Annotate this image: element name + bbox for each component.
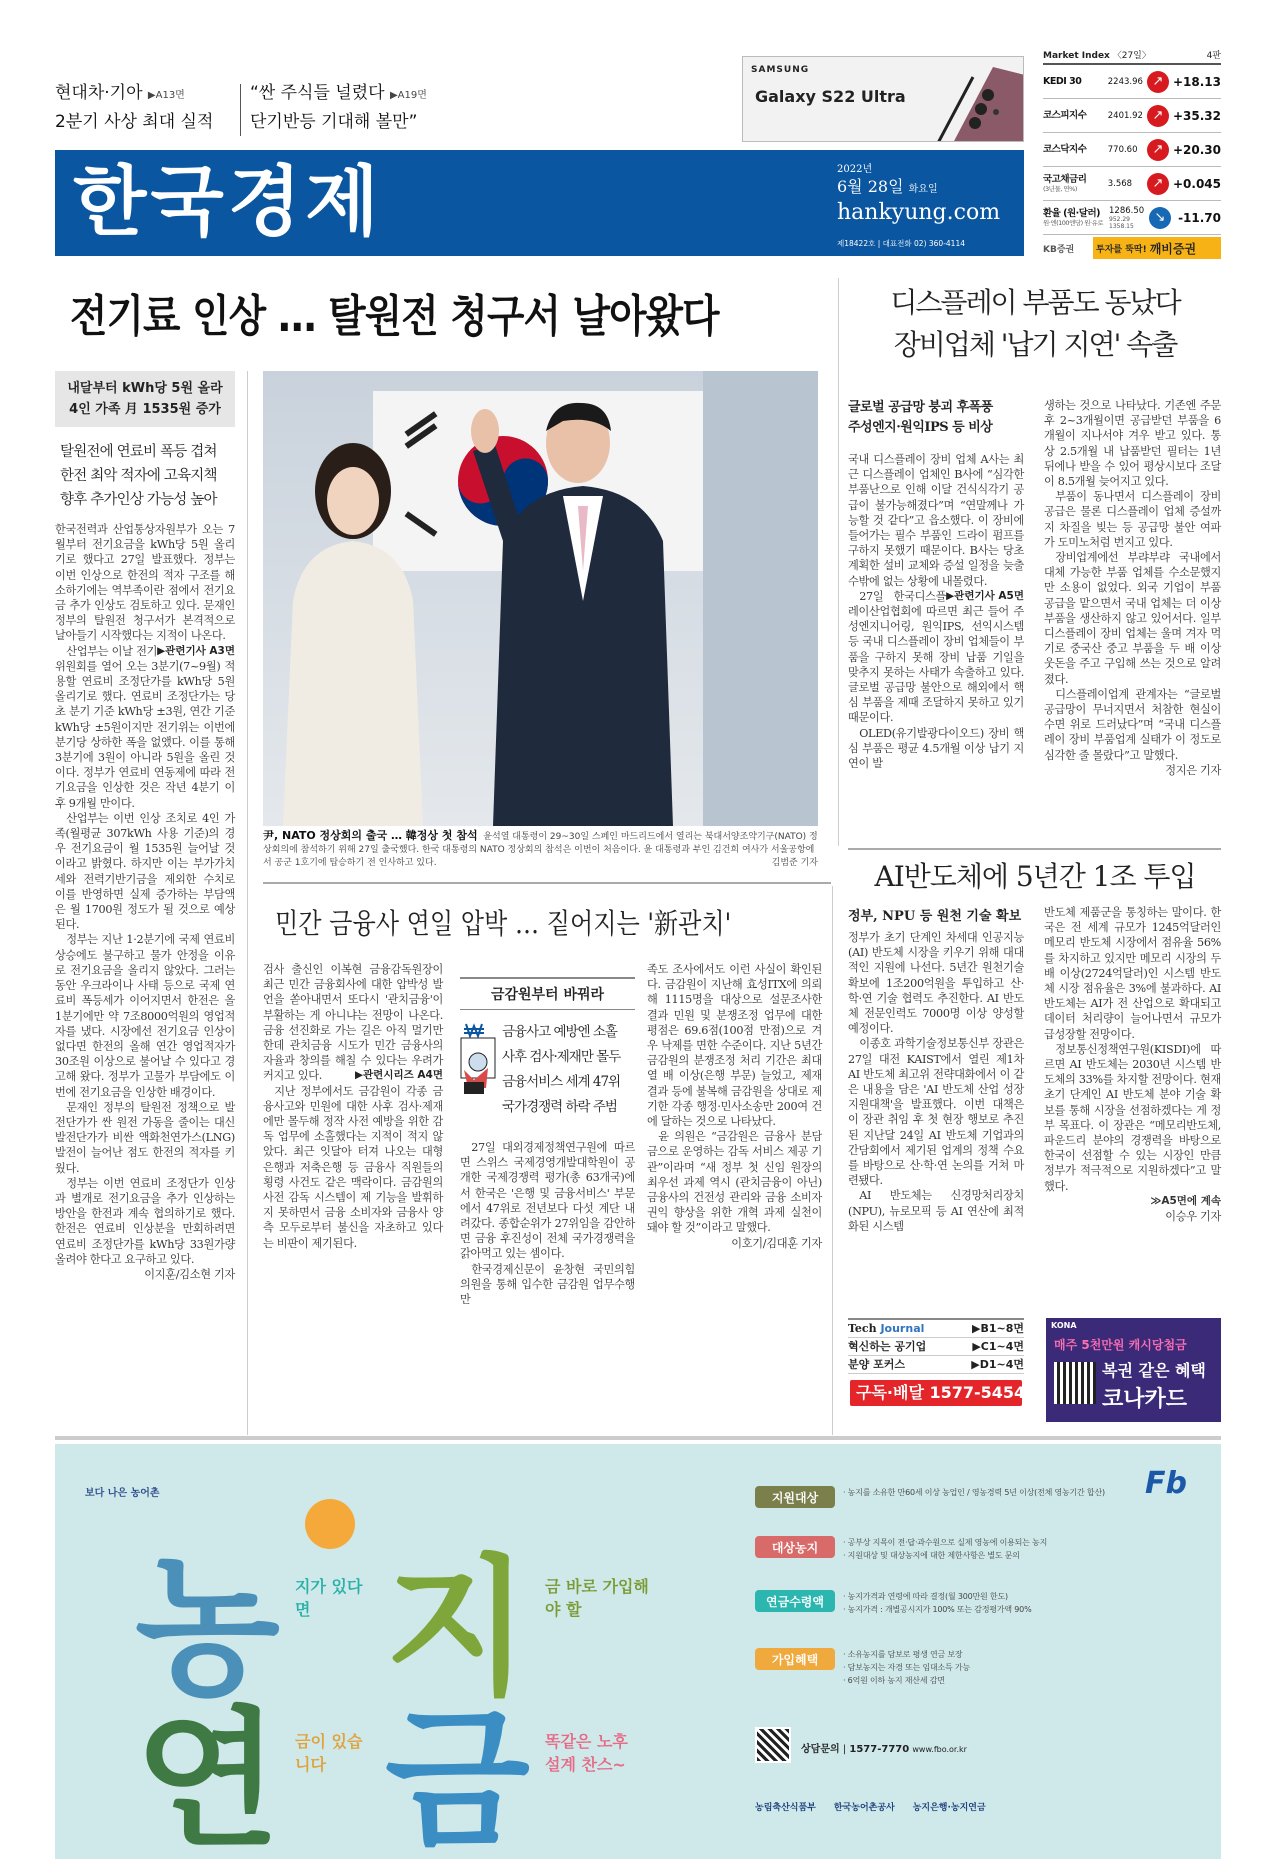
big-letter: 지 [385, 1542, 530, 1716]
sun-icon [305, 1499, 355, 1549]
market-index-title: Market Index [1043, 51, 1110, 61]
ad-product: Galaxy S22 Ultra [755, 87, 906, 106]
ad-info-line: · 공부상 지목이 전·답·과수원으로 실제 영농에 이용되는 농지 [843, 1538, 1048, 1547]
ad-info-line: · 담보농지는 자경 또는 임대소득 가능 [843, 1663, 970, 1672]
paragraph: 정보통신정책연구원(KISDI)에 따르면 AI 반도체는 2030년 시스템 반도체의 33%를 차지할 전망이다. 현재 초기 단계인 AI 반도체 분야 기술 확보를 통해 시장을 선점하겠다는 게 정부 목표다. 이 장관은 “메모리반도체, 파운드리 분야의 경쟁력을 바탕으로 한국이 선점할 수 있는 시장인 만큼 정부가 적극적으로 지원하겠다”고 말했다. [1044, 1042, 1221, 1193]
farmland-pension-ad[interactable]: 보다 나은 농어촌 Fb 농 지 연 금 지가 있다면 금 바로 가입해야 할 금이 있습니다 똑같은 노후 설계 찬스~ 지원대상 · 농지를 소유한 만60세 이상 농업인 / 영농경력 5년 이상(전체 영농기간 합산) 대상농지 · 공부상 지목이 전·답·과수원으로 실제 영농에 이용되는 농지 · 지원대상 및 대상농지에 대한 제한사항은 별도 문의 연금수령액 · 농지가격과 연령에 따라 결정(월 300만원 한도) · 농지가격 : 개별공시지가 100% 또는 감정평가액 90% 가입혜택 · 소유농지를 담보로 평생 연금 보장 · 담보농지는 자경 또는 임대소득 가능 · 6억원 이하 농지 재산세 감면 상담문의 | 1577-7770 www.fbo.or.kr 농림축산식품부 한국농어촌공사 농지은행·농지연금 [55, 1444, 1221, 1859]
subhead: 한전 최악 적자에 고육지책 [60, 468, 217, 484]
news-photo[interactable] [263, 371, 818, 826]
ai-subhead: 정부, NPU 등 원천 기술 확보 [848, 909, 1022, 924]
sponsor-name: 깨비증권 [1149, 241, 1197, 256]
sub-value: 1358.15 [1109, 222, 1134, 230]
index-name [1043, 208, 1109, 227]
subscribe-banner[interactable]: 구독·배달 1577-5454 [850, 1380, 1022, 1406]
divider [838, 278, 839, 846]
display-subheads [848, 398, 993, 438]
paragraph: 족도 조사에서도 이런 사실이 확인된다. 금감원이 지난해 효성ITX에 의뢰해 1115명을 대상으로 설문조사한 결과 민원 및 분쟁조정 업무에 대한 평점은 69.6점(100점 만점)으로 겨우 낙제를 면한 수준이다. 지난 5년간 금감원의 분쟁조정 처리 기간은 최대 열 배 이상(은행 부문) 늘었고, 제재 결과 등에 불복해 금감원을 상대로 제기한 각종 행정·민사소송만 200여 건에 달하는 것으로 나타났다. [647, 963, 822, 1129]
section-ref: ▶D1~4면 [971, 1358, 1024, 1371]
display-col-1 [848, 452, 1024, 771]
ad-info-line: · 농지가격과 연령에 따라 결정(월 300만원 한도) [843, 1592, 1008, 1601]
market-index-row [1043, 133, 1221, 167]
big-letter: 연 [135, 1694, 280, 1859]
subhead: 주성엔지·원익IPS 등 비상 [848, 420, 993, 435]
sponsor-logos [755, 1800, 986, 1813]
sponsor: 농림축산식품부 [755, 1803, 816, 1813]
date: 6월 28일 [837, 177, 904, 196]
index-value [1109, 206, 1149, 230]
paragraph: 반도체 제품군을 통칭하는 말이다. 한국은 전 세계 규모가 1245억달러인 메모리 반도체 시장에서 점유율 56%를 차지하고 있지만 메모리 시장의 두 배 이상(2724억달러)인 시스템 반도체 시장 점유율은 3%에 불과하다. AI 반도체는 AI가 전 산업으로 확대되고 데이터 처리량이 늘어나면서 규모가 급성장할 전망이다. [1044, 906, 1221, 1041]
qr-code-icon [755, 1727, 791, 1763]
index-label: 코스피지수 [1043, 110, 1087, 121]
arrow-down-icon: ↘ [1149, 207, 1171, 229]
won-building-icon [458, 1020, 498, 1095]
market-index [1043, 48, 1221, 259]
ai-headline[interactable]: AI반도체에 5년간 1조 투입 [874, 860, 1196, 893]
kb-sponsor[interactable] [1043, 237, 1221, 259]
contact-phone[interactable]: 1577-7770 [849, 1744, 910, 1755]
section-name: 혁신하는 공기업 [848, 1340, 927, 1353]
section-index [848, 1318, 1024, 1374]
series-title: 금감원부터 바꿔라 [460, 977, 635, 1010]
teaser-ref: ▶A19면 [389, 90, 427, 101]
paragraph: 정부는 지난 1·2분기에 국제 연료비 상승에도 불구하고 물가 안정을 이유로 전기요금을 올리지 않았다. 그러는 동안 우크라이나 사태 등으로 국제 연료비 폭등세가 이어지면서 한전은 올 1분기에만 약 7조8000억원의 영업적자를 냈다. 시장에선 전기요금 인상이 없다면 한전의 올해 연간 영업적자가 30조원 이상으로 불어날 수 있다고 경고해 왔다. 정부가 고물가 부담에도 이번에 전기요금을 인상한 배경이다. [55, 933, 235, 1099]
divider [848, 848, 1221, 850]
photo-credit: 김범준 기자 [771, 858, 818, 868]
ad-info-line: · 6억원 이하 농지 재산세 감면 [843, 1676, 945, 1685]
ad-info-label: 가입혜택 [755, 1648, 835, 1670]
section-ref: ▶C1~4면 [972, 1340, 1024, 1353]
index-sub: (3년물, 연%) [1043, 185, 1077, 193]
market-index-date: 〈27일〉 [1112, 51, 1151, 61]
section-name: 분양 포커스 [848, 1358, 905, 1371]
value: 2243.96 [1107, 76, 1143, 87]
sponsor: 농지은행·농지연금 [912, 1803, 986, 1813]
phone-image [893, 57, 1024, 142]
subhead: 향후 추가인상 가능성 높아 [60, 492, 217, 508]
paragraph: OLED(유기발광다이오드) 장비 핵심 부품은 평균 4.5개월 이상 납기 지연이 발 [848, 726, 1024, 771]
paragraph: 국내 디스플레이 장비 업체 A사는 최근 디스플레이 업체인 B사에 “심각한 부품난으로 인해 이달 건식식각기 공급이 불가능해졌다”며 “연말께나 가능할 것 같다”고 읍소했다. 이 장비에 들어가는 필수 부품인 드라이 펌프를 구하지 못했기 때문이다. B사는 당초 계획한 설비 교체와 증설 일정을 늦출 수밖에 없는 상황에 내몰렸다. [848, 453, 1024, 588]
arrow-up-icon: ↗ [1147, 173, 1169, 195]
market-index-row [1043, 167, 1221, 201]
issue-number: 제18422호 [837, 239, 876, 248]
lead-headline[interactable]: 전기료 인상 … 탈원전 청구서 날아왔다 [70, 291, 719, 342]
paragraph: 생하는 것으로 나타났다. 기존엔 주문 후 2~3개월이면 공급받던 부품을 6개월이 지나서야 겨우 받고 있다. 통상 2.5개월 내 납품받던 필터는 1년 뒤에나 받을 수 있어 평상시보다 조달이 8.5개월 늦어지고 있다. [1044, 399, 1221, 489]
contact-url[interactable]: www.fbo.or.kr [912, 1745, 967, 1754]
paragraph: 디스플레이업계 관계자는 “글로벌 공급망이 무너지면서 처참한 현실이 수면 위로 드러났다”며 “국내 디스플레이 장비 부품업계 실태가 이 정도로 심각한 줄 몰랐다”고 말했다. [1044, 687, 1221, 762]
arrow-up-icon: ↗ [1147, 105, 1169, 127]
paragraph: 문재인 정부의 탈원전 정책으로 발전단가가 싼 원전 가동을 줄이는 대신 발전단가가 비싼 액화천연가스(LNG) 발전이 늘어난 점도 한전의 적자를 키웠다. [55, 1100, 235, 1175]
lead-body [55, 522, 235, 1282]
sponsor: 한국농어촌공사 [833, 1803, 895, 1813]
paragraph: 27일 대외경제정책연구원에 따르면 스위스 국제경영개발대학원이 공개한 국제경쟁력 평가(총 63개국)에서 한국은 '은행 및 금융서비스' 부문에서 47위로 전년보다 다섯 계단 내려갔다. 종합순위가 27위임을 감안하면 금융 후진성이 전체 국가경쟁력을 갉아먹고 있는 셈이다. [460, 1141, 635, 1261]
market-index-row [1043, 65, 1221, 99]
related-link[interactable]: ▶관련기사 A3면 [157, 644, 235, 657]
paragraph: AI 반도체는 신경망처리장치(NPU), 뉴로모픽 등 AI 연산에 최적화된 시스템 [848, 1189, 1024, 1233]
continued-link[interactable]: ≫A5면에 계속 [1150, 1194, 1221, 1207]
section-housing[interactable] [848, 1356, 1024, 1374]
ad-phrase: 금 바로 가입해야 할 [545, 1577, 649, 1619]
subhead: 탈원전에 연료비 폭등 겹쳐 [60, 444, 217, 460]
kona-logo: KONA [1051, 1321, 1077, 1330]
divider [832, 886, 833, 1435]
index-label: KEDI 30 [1043, 76, 1082, 87]
finance-col-1 [263, 962, 443, 1251]
index-change: +20.30 [1172, 142, 1221, 157]
ad-line: 매주 5천만원 캐시당첨금 [1054, 1338, 1187, 1352]
paragraph: 이종호 과학기술정보통신부 장관은 27일 대전 KAIST에서 열린 제1차 AI 반도체 최고위 전략대화에서 이 같은 내용을 담은 'AI 반도체 산업 성장 지원대책'을 발표했다. 이번 대책은 이 장관 취임 후 첫 현장 행보로 추진된 지난달 24일 AI 반도체 기업과의 간담회에서 제기된 업계의 정책 수요를 바탕으로 산·학·연 논의를 거쳐 마련됐다. [848, 1037, 1024, 1188]
teaser-line: 단기반등 기대해 볼만” [250, 112, 418, 132]
divider [247, 371, 248, 1435]
index-name [1043, 76, 1108, 87]
ad-info-line: · 농지를 소유한 만60세 이상 농업인 / 영농경력 5년 이상(전체 영농기간 합산) [843, 1488, 1105, 1497]
byline: 이지훈/김소현 기자 [144, 1267, 235, 1281]
section-ref: ▶B1~8면 [972, 1322, 1024, 1335]
finance-headline[interactable]: 민간 금융사 연일 압박 … 짙어지는 '新관치' [275, 907, 732, 940]
section-public-enterprise[interactable] [848, 1338, 1024, 1356]
index-value [1108, 145, 1147, 155]
ad-line: 복권 같은 혜택 [1102, 1361, 1206, 1380]
section-name: Journal [880, 1322, 925, 1335]
big-letter: 금 [385, 1694, 530, 1859]
series-points [502, 1020, 620, 1120]
byline: 이호기/김대훈 기자 [731, 1236, 822, 1250]
series-point: 사후 검사·제재만 몰두 [502, 1049, 621, 1065]
section-tech-journal[interactable] [848, 1320, 1024, 1338]
paragraph: 부품이 동나면서 디스플레이 장비 공급은 물론 디스플레이 업체 증설까지 차질을 빚는 등 공급망 불안 여파가 도미노처럼 번지고 있다. [1044, 490, 1221, 549]
paragraph: 장비업계에선 부랴부랴 국내에서 대체 가능한 부품 업체를 수소문했지만 소용이 없었다. 외국 기업이 부품 공급을 맡으면서 국내 업체는 더 이상 부품을 생산하지 않고 있어서다. 일부 디스플레이 장비 업체는 울며 겨자 먹기로 중국산 중고 부품을 두 배 이상 웃돈을 주고 구입해 쓰는 것으로 알려졌다. [1044, 551, 1221, 686]
divider [55, 1436, 1221, 1440]
ad-info-label: 대상농지 [755, 1536, 835, 1558]
paragraph: 정부가 초기 단계인 차세대 인공지능(AI) 반도체 시장을 키우기 위해 대대적인 지원에 나선다. 5년간 원천기술 확보에 1조200억원을 투입하고 산·학·연 기술 협력도 추진한다. AI 반도체 전문인력도 7000명 이상 양성할 예정이다. [848, 931, 1024, 1036]
qr-code-icon [1054, 1362, 1096, 1404]
teaser-hyundai[interactable] [55, 80, 213, 136]
samsung-ad[interactable] [742, 56, 1024, 142]
fact-line: 4인 가족 月 1535원 증가 [69, 402, 221, 417]
display-col-2 [1044, 398, 1221, 778]
fact-line: 내달부터 kWh당 5원 올라 [67, 381, 223, 396]
ad-info-row [755, 1648, 1205, 1687]
teaser-stocks[interactable] [250, 80, 427, 136]
arrow-up-icon: ↗ [1147, 139, 1169, 161]
kona-card-ad[interactable] [1046, 1318, 1221, 1422]
kb-logo: KB증권 [1043, 237, 1093, 259]
index-value [1108, 179, 1147, 189]
sponsor-slogan: 투자를 뚝딱! [1096, 244, 1147, 255]
byline: 정지은 기자 [1165, 763, 1221, 777]
series-point: 금융서비스 세계 47위 [502, 1074, 621, 1090]
ad-info-label: 지원대상 [755, 1486, 835, 1508]
index-label: 환율 (원·달러) [1043, 208, 1100, 219]
paragraph: 한국경제신문이 윤창현 국민의힘 의원을 통해 입수한 금감원 업무수행 만 [460, 1262, 635, 1307]
ad-line: 코나카드 [1102, 1387, 1188, 1412]
ad-phrase: 금이 있습니다 [295, 1732, 363, 1774]
teaser-line: 현대차·기아 [55, 83, 143, 103]
ad-phrase: 지가 있다면 [295, 1577, 363, 1619]
index-change: +35.32 [1172, 108, 1221, 123]
ai-col-2 [1044, 905, 1221, 1224]
phone: 대표전화 02) 360-4114 [882, 239, 965, 248]
market-index-row [1043, 99, 1221, 133]
headline-line: 장비업체 '납기 지연' 속출 [893, 328, 1177, 361]
byline: 이승우 기자 [1165, 1210, 1221, 1224]
masthead: 한국경제 2022년 6월 28일 화요일 hankyung.com 제18422호 | 대표전화 02) 360-4114 [55, 150, 1024, 256]
divider [240, 84, 241, 136]
value: 2401.92 [1107, 110, 1143, 121]
index-sub: 원·엔(100엔당) 원·유로 [1043, 219, 1104, 227]
edition: 4판 [1206, 51, 1221, 61]
index-value [1108, 77, 1147, 87]
index-change: +18.13 [1172, 74, 1221, 89]
teaser-ref: ▶A13면 [147, 90, 185, 101]
related-link[interactable]: ▶관련시리즈 A4면 [354, 1069, 443, 1082]
finance-col-3 [647, 962, 822, 1251]
teaser-line: 2분기 사상 최대 실적 [55, 112, 214, 132]
arrow-up-icon: ↗ [1147, 71, 1169, 93]
section-name: Tech [848, 1322, 881, 1335]
subhead: 글로벌 공급망 붕괴 후폭풍 [848, 400, 993, 415]
paragraph: 지난 정부에서도 금감원이 각종 금융사고와 민원에 대한 사후 검사·제재에만 몰두해 정작 사전 예방을 위한 감독 업무에 소홀했다는 지적이 적지 않았다. 최근 잇달아 터져 나오는 대형 은행과 저축은행 등 금융사 직원들의 횡령 사건도 같은 맥락이다. 금감원의 사전 감독 시스템이 제 기능을 발휘하지 못하면서 금융 소비자와 금융사 양측 모두로부터 불신을 자초하고 있다는 비판이 제기된다. [263, 1084, 443, 1250]
big-letter: 농 [135, 1542, 280, 1716]
photo-president-departure [263, 371, 818, 826]
ad-brand: SAMSUNG [751, 65, 810, 75]
teaser-line: “싼 주식들 널렸다 [250, 83, 385, 103]
sub-value: 952.29 [1109, 215, 1130, 223]
value: 1286.50 [1109, 205, 1145, 216]
ad-info-line: · 소유농지를 담보로 평생 연금 보장 [843, 1650, 963, 1659]
index-value [1108, 111, 1147, 121]
ad-info-row [755, 1590, 1205, 1616]
ad-info-label: 연금수령액 [755, 1590, 835, 1612]
caption-title: 尹, NATO 정상회의 출국 … 韓정상 첫 참석 [263, 829, 478, 842]
index-name [1043, 174, 1108, 193]
related-link[interactable]: ▶관련기사 A5면 [946, 589, 1024, 602]
paragraph: 한국전력과 산업통상자원부가 오는 7월부터 전기요금을 kWh당 5원 올리기로 했다고 27일 발표했다. 정부는 이번 인상으로 한전의 적자 구조를 해소하기에는 역부족이란 점에서 전기요금 추가 인상도 검토하고 있다. 문재인 정부의 탈원전 청구서가 본격적으로 날아들기 시작했다는 지적이 나온다. [55, 523, 235, 643]
paragraph: 산업부는 이번 인상 조치로 4인 가족(월평균 307kWh 사용 기준)의 경우 전기요금이 월 1535원 늘어날 것이라고 밝혔다. 하지만 이는 부가가치세와 전력기반기금을 제외한 수치로 이를 반영하면 실제 증가하는 부담액은 월 1700원 정도가 될 것으로 예상된다. [55, 811, 235, 932]
ai-col-1 [848, 930, 1024, 1234]
ad-brand: 보다 나은 농어촌 [85, 1488, 160, 1499]
caption-text: 윤석열 대통령이 29~30일 스페인 마드리드에서 열리는 북대서양조약기구(NATO) 정상회의에 참석하기 위해 27일 출국했다. 한국 대통령의 NATO 정상회의 참석은 이번이 처음이다. 윤 대통령과 부인 김건희 여사가 서울공항에서 공군 1호기에 탑승하기 전 인사하고 있다. [263, 832, 818, 868]
weekday: 화요일 [908, 184, 938, 195]
paragraph: 산업부는 이날 전기위원회를 열어 오는 3분기(7~9월) 적용할 연료비 조정단가를 kWh당 5원 올리기로 했다. 연료비 조정단가는 당초 분기 기준 kWh당 ±3원, 연간 기준 kWh당 ±5원이지만 전기위는 이번에 분기당 상하한 폭을 없앴다. 이를 통해 3분기에 3원이 아니라 5원을 올린 것이다. 정부가 연료비 연동제에 따라 전기요금을 인상한 것은 작년 4분기 이후 9개월 만이다. [55, 644, 235, 810]
index-label: 코스닥지수 [1043, 144, 1087, 155]
display-headline[interactable] [850, 282, 1220, 366]
paragraph: 검사 출신인 이복현 금융감독원장이 최근 민간 금융회사에 대한 압박성 발언을 쏟아내면서 또다시 '관치금융'이 부활하는 게 아니냐는 전망이 나온다. 금융 선진화로 가는 길은 아직 멀기만 한데 관치금융 시도가 민간 금융사의 자율과 창의를 해칠 수 있다는 우려가 커지고 있다. [263, 963, 443, 1083]
value: 770.60 [1107, 144, 1138, 155]
value: 3.568 [1107, 178, 1133, 189]
index-name [1043, 144, 1108, 155]
ad-info-line: · 농지가격 : 개별공시지가 100% 또는 감정평가액 90% [843, 1605, 1032, 1614]
paragraph: 윤 의원은 “금감원은 금융사 분담금으로 운영하는 감독 서비스 제공 기관”이라며 “새 정부 첫 신임 원장의 최우선 과제 역시 (관치금융이 아닌) 금융사의 건전성 관리와 금융 소비자 권익 향상을 위한 개혁 과제 실천이 돼야 할 것”이라고 말했다. [647, 1130, 822, 1235]
series-point: 금융사고 예방엔 소홀 [502, 1024, 617, 1040]
index-change: +0.045 [1172, 176, 1221, 191]
ad-info-row [755, 1486, 1205, 1508]
index-name [1043, 110, 1108, 121]
website[interactable]: hankyung.com [837, 200, 1001, 225]
lead-fact-box [55, 371, 235, 427]
market-index-row [1043, 201, 1221, 235]
finance-col-2 [460, 1140, 635, 1307]
index-change: -11.70 [1178, 210, 1221, 225]
ad-info-line: · 지원대상 및 대상농지에 대한 제한사항은 별도 문의 [843, 1551, 1020, 1560]
divider [263, 882, 831, 884]
fb-logo: Fb [1145, 1466, 1187, 1501]
headline-line: 디스플레이 부품도 동났다 [890, 286, 1180, 319]
photo-caption [263, 829, 818, 870]
paragraph: 27일 한국디스플레이산업협회에 따르면 최근 들어 주성엔지니어링, 원익IPS, 선익시스템 등 국내 디스플레이 장비 업체들이 부품을 구하지 못해 장비 납품 기일을 맞추지 못하는 사태가 속출하고 있다. 글로벌 공급망 불안으로 해외에서 핵심 부품을 제때 조달하지 못하고 있기 때문이다. [848, 589, 1024, 725]
newspaper-title: 한국경제 [73, 157, 383, 246]
paragraph: 정부는 이번 연료비 조정단가 인상과 별개로 전기요금을 추가 인상하는 방안을 한전과 계속 협의하기로 했다. 한전은 연료비 인상분을 만회하려면 연료비 조정단가를 kWh당 33원가량 올려야 한다고 요구하고 있다. [55, 1176, 235, 1266]
contact-label: 상담문의 [801, 1744, 840, 1755]
year: 2022년 [837, 164, 873, 175]
ad-phrase: 똑같은 노후 설계 찬스~ [545, 1732, 628, 1774]
index-label: 국고채금리 [1043, 174, 1087, 185]
series-point: 국가경쟁력 하락 주범 [502, 1099, 617, 1115]
ad-info-row [755, 1536, 1205, 1562]
lead-subheads [60, 440, 217, 512]
